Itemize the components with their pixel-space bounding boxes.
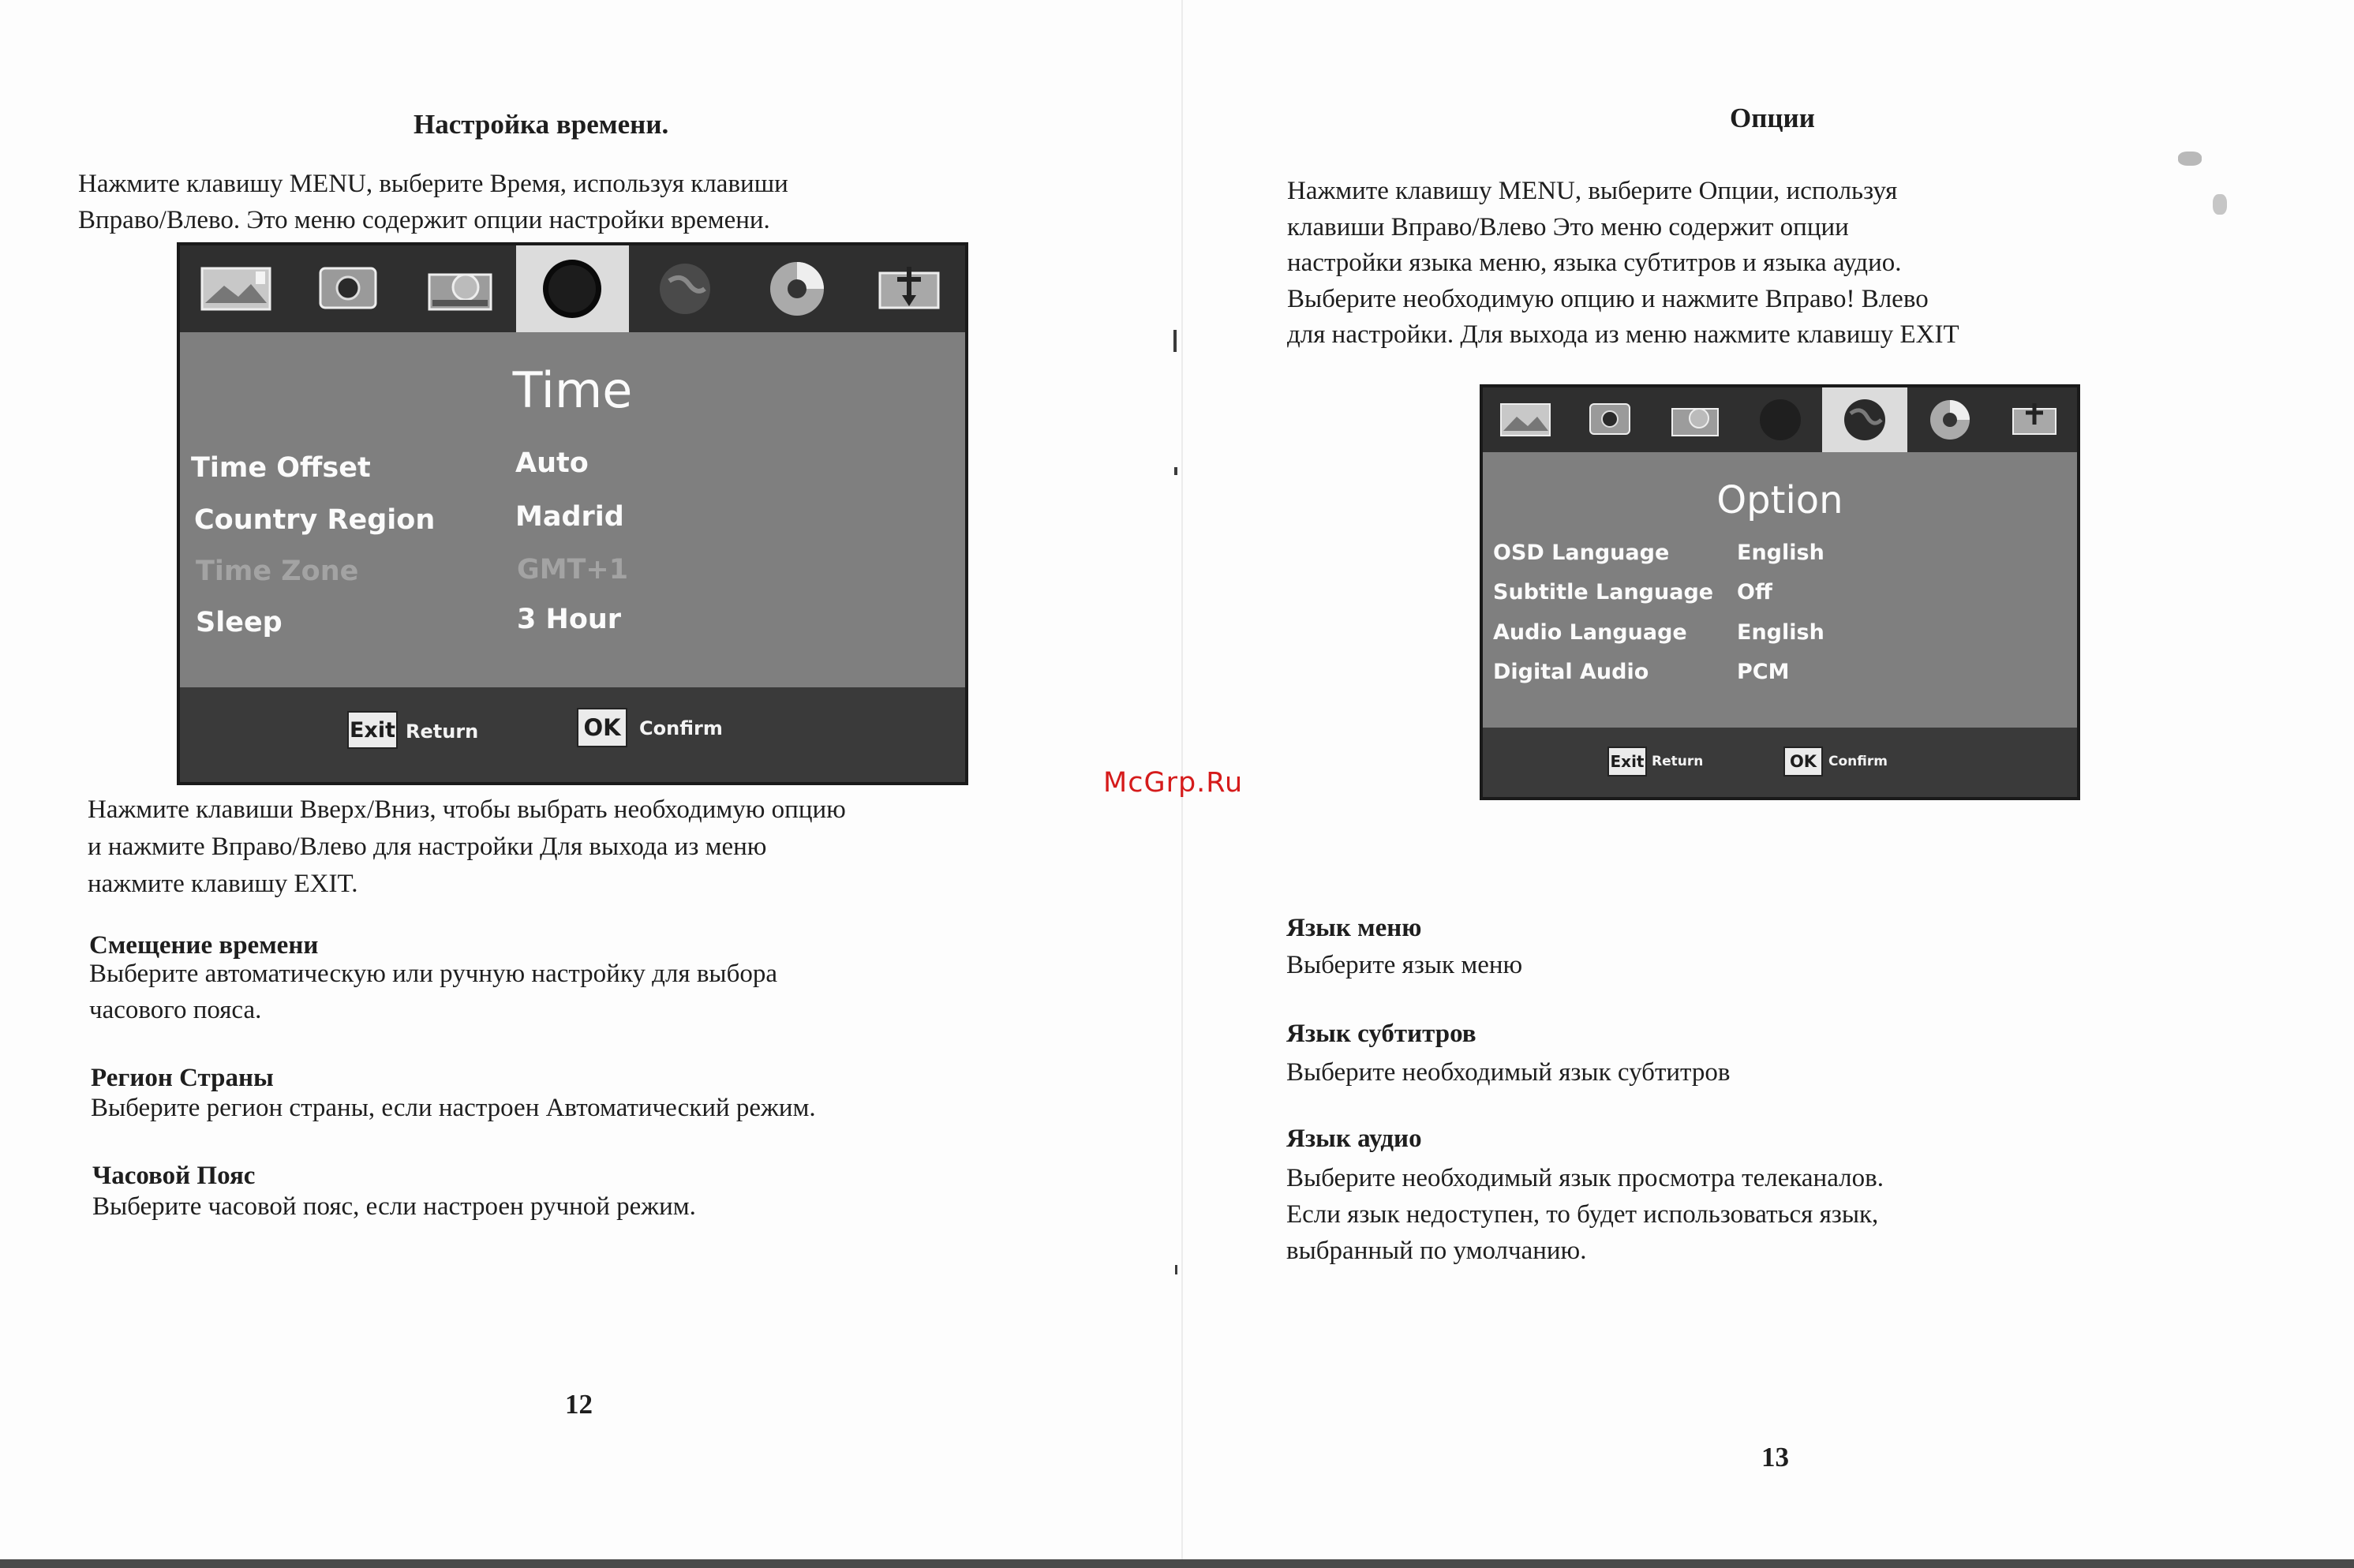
subtitle-language-heading: Язык субтитров: [1286, 1020, 1476, 1048]
options-title: Опции: [1730, 103, 1815, 133]
time-settings-title: Настройка времени.: [414, 109, 669, 140]
audio-language-text: Выберите необходимый язык просмотра телеканалов. Если язык недоступен, то будет использоваться язык, выбранный по умолчанию.: [1286, 1164, 1884, 1265]
exit-key[interactable]: Exit: [347, 711, 398, 749]
watermark-link[interactable]: McGrp.Ru: [1103, 767, 1244, 799]
time-osd-screen: Time Time Offset Auto Country Region Madrid Time Zone GMT+1 Sleep 3 Hour Exit Return OK Confirm: [177, 242, 968, 785]
osd-title-option: Option: [1716, 478, 1843, 522]
option-osd-screen: Option OSD Language English Subtitle Language Off Audio Language English Digital Audio PCM Exit Return OK Confirm: [1480, 384, 2080, 800]
page-12: [0, 0, 1176, 1559]
tv-icon[interactable]: [292, 245, 404, 332]
time-offset-text: Выберите автоматическую или ручную настройку для выбора часового пояса.: [89, 960, 778, 1024]
globe-icon[interactable]: [629, 245, 741, 332]
exit-key[interactable]: Exit: [1607, 747, 1647, 777]
camera-icon[interactable]: [404, 245, 516, 332]
return-label: Return: [406, 720, 479, 743]
picture-icon[interactable]: [180, 245, 292, 332]
picture-icon[interactable]: [1483, 387, 1568, 452]
disc-icon[interactable]: [1907, 387, 1993, 452]
tv-icon[interactable]: [1568, 387, 1653, 452]
confirm-label: Confirm: [1828, 754, 1888, 769]
time-offset-heading: Смещение времени: [89, 931, 319, 960]
confirm-label: Confirm: [639, 717, 723, 739]
time-zone-text: Выберите часовой пояс, если настроен ручной режим.: [92, 1192, 696, 1221]
scan-mark: [2178, 152, 2202, 166]
page-number-13: 13: [1761, 1442, 1789, 1473]
time-zone-heading: Часовой Пояс: [92, 1162, 256, 1190]
options-intro-text: Нажмите клавишу MENU, выберите Опции, используя клавиши Вправо/Влево Это меню содержит опции настройки языка меню, языка субтитров и языка аудио. Выберите необходимую опцию и нажмите Вправо! Влево для настройки. Для выхода из меню нажмите клавишу EXIT: [1287, 177, 1959, 349]
camera-icon[interactable]: [1652, 387, 1738, 452]
subtitle-language-text: Выберите необходимый язык субтитров: [1286, 1058, 1731, 1087]
scan-mark: [1173, 330, 1177, 352]
lock-icon[interactable]: [853, 245, 965, 332]
lock-icon[interactable]: [1992, 387, 2077, 452]
osd-tab-bar: [1483, 387, 2077, 452]
scan-mark: [1174, 467, 1177, 475]
scan-bottom-edge: [0, 1559, 2354, 1568]
menu-language-heading: Язык меню: [1286, 914, 1422, 942]
globe-icon[interactable]: [1822, 387, 1907, 452]
time-navigation-text: Нажмите клавиши Вверх/Вниз, чтобы выбрать необходимую опцию и нажмите Вправо/Влево для настройки Для выхода из меню нажмите клавишу EXIT.: [88, 795, 846, 898]
audio-language-heading: Язык аудио: [1286, 1125, 1422, 1153]
clock-icon[interactable]: [516, 245, 628, 332]
ok-key[interactable]: OK: [1783, 747, 1823, 777]
menu-language-text: Выберите язык меню: [1286, 951, 1523, 979]
return-label: Return: [1652, 754, 1704, 769]
osd-tab-bar: [180, 245, 965, 332]
scan-mark: [2213, 194, 2227, 215]
scan-mark: [1175, 1265, 1177, 1274]
osd-footer: [1483, 728, 2077, 797]
time-intro-text: Нажмите клавишу MENU, выберите Время, используя клавиши Вправо/Влево. Это меню содержит опции настройки времени.: [78, 170, 788, 234]
country-region-text: Выберите регион страны, если настроен Автоматический режим.: [91, 1094, 816, 1122]
page-13: [1188, 0, 2354, 1559]
osd-title-time: Time: [512, 361, 633, 419]
country-region-heading: Регион Страны: [91, 1064, 274, 1092]
ok-key[interactable]: OK: [577, 708, 627, 747]
disc-icon[interactable]: [741, 245, 853, 332]
osd-footer: [180, 687, 965, 782]
clock-icon[interactable]: [1738, 387, 1823, 452]
page-number-12: 12: [565, 1389, 593, 1420]
